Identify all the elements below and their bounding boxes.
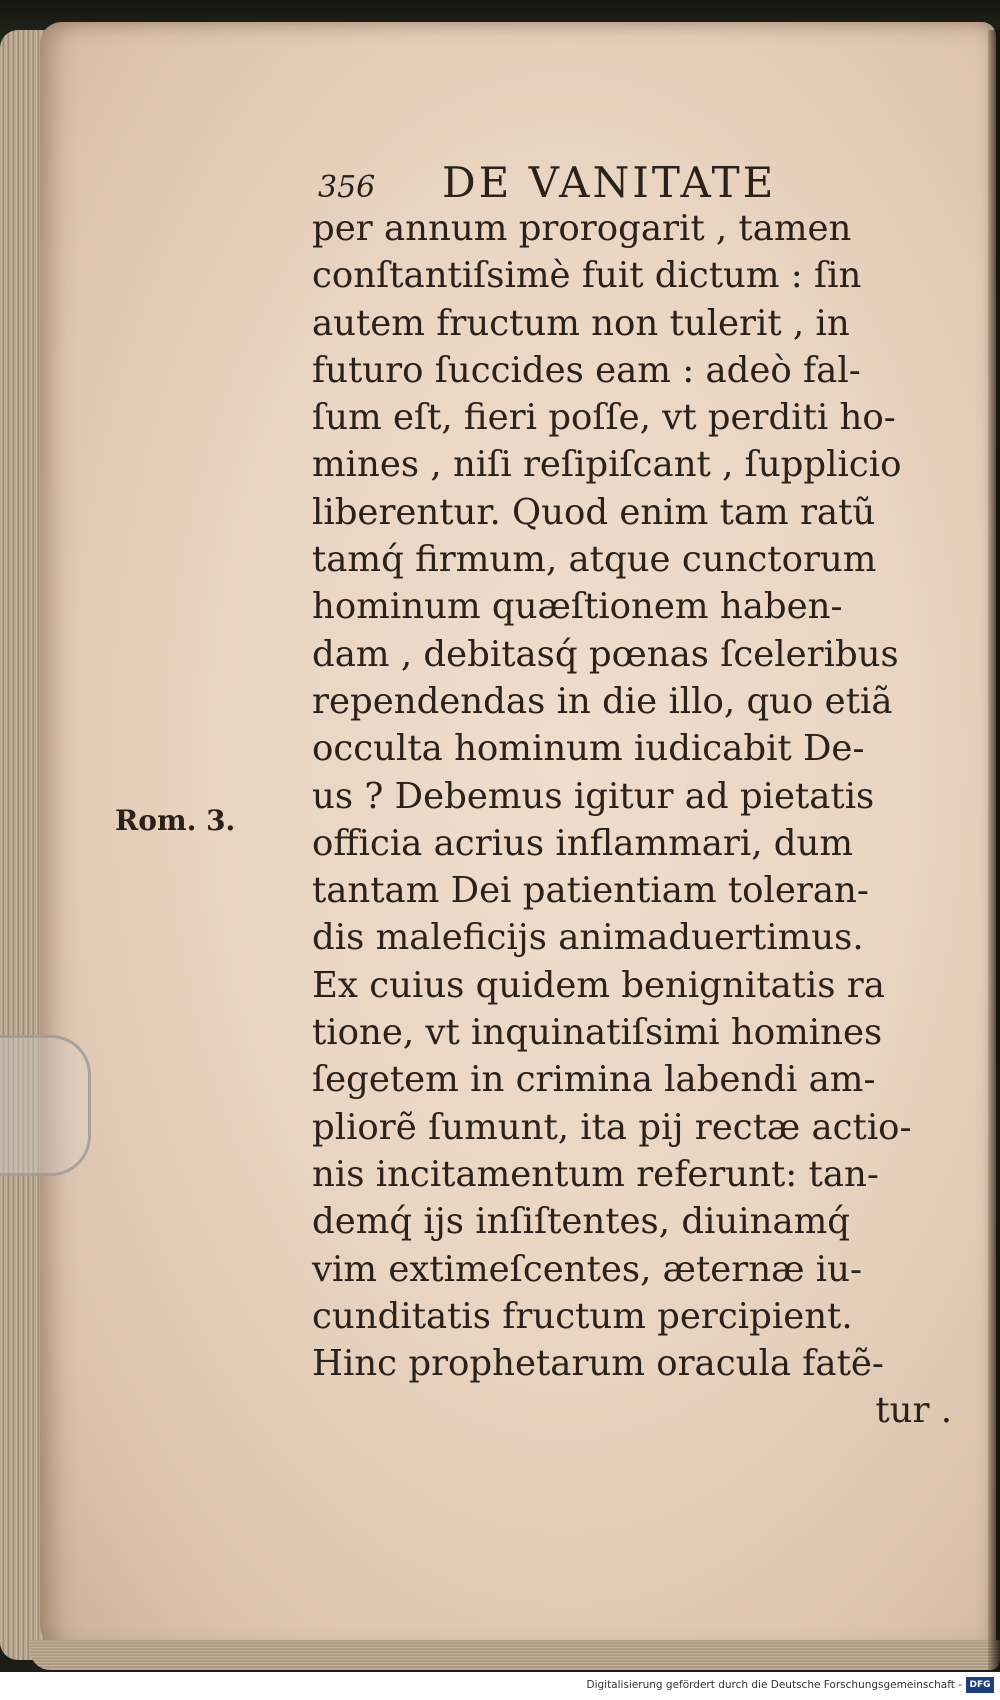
- text-line: dam , debitasq́ pœnas ſceleribus: [312, 633, 899, 675]
- margin-note: Rom. 3.: [115, 804, 236, 837]
- text-line: ſum eſt, fieri poſſe, vt perditi ho-: [312, 397, 896, 439]
- text-line: pliorẽ ſumunt, ita pij rectæ actio-: [312, 1106, 912, 1148]
- text-line: demq́ ijs inſiſtentes, diuinamq́: [312, 1201, 851, 1243]
- text-line: officia acrius inflammari, dum: [312, 822, 854, 864]
- page-number: 356: [318, 170, 376, 205]
- text-line: tamq́ firmum, atque cunctorum: [312, 539, 877, 581]
- text-line: occulta hominum iudicabit De-: [312, 728, 865, 770]
- text-line-catchword: tur .: [875, 1390, 952, 1432]
- text-line: futuro ſuccides eam : adeò fal-: [312, 349, 861, 391]
- text-line: nis incitamentum referunt: tan-: [312, 1153, 879, 1195]
- text-line: cunditatis fructum percipient.: [312, 1295, 853, 1337]
- text-line: us ? Debemus igitur ad pietatis: [312, 775, 875, 817]
- text-line: mines , niſi reſipiſcant , ſupplicio: [312, 444, 902, 486]
- text-line: per annum prorogarit , tamen: [312, 208, 852, 249]
- running-head-title: DE VANITATE: [442, 158, 777, 207]
- text-line: rependendas in die illo, quo etiã: [312, 680, 893, 722]
- text-line: autem fructum non tulerit , in: [312, 302, 850, 344]
- text-line: vim extimeſcentes, æternæ iu-: [312, 1248, 862, 1290]
- body-text: [312, 205, 952, 1435]
- text-line: dis maleficijs animaduertimus.: [312, 917, 864, 959]
- text-line: tione, vt inquinatiſsimi homines: [312, 1012, 883, 1054]
- text-line: Ex cuius quidem benignitatis ra: [312, 964, 885, 1006]
- text-line: hominum quæſtionem haben-: [312, 586, 843, 628]
- text-line: tantam Dei patientiam toleran-: [312, 870, 869, 912]
- text-line: conſtantiſsimè fuit dictum : ſin: [312, 255, 862, 297]
- footer-credit: Digitalisierung gefördert durch die Deutsche Forschungsgemeinschaft -: [586, 1679, 962, 1691]
- page-clip: [0, 1035, 91, 1176]
- text-line: liberentur. Quod enim tam ratũ: [312, 491, 876, 533]
- text-line: Hinc prophetarum oracula fatẽ-: [312, 1343, 884, 1385]
- digitization-footer: [0, 1672, 1000, 1700]
- page-gutter-shadow: [988, 30, 1000, 1670]
- dfg-logo: DFG: [966, 1677, 994, 1693]
- book-bottom-edges: [30, 1640, 1000, 1670]
- text-line: ſegetem in crimina labendi am-: [312, 1059, 876, 1101]
